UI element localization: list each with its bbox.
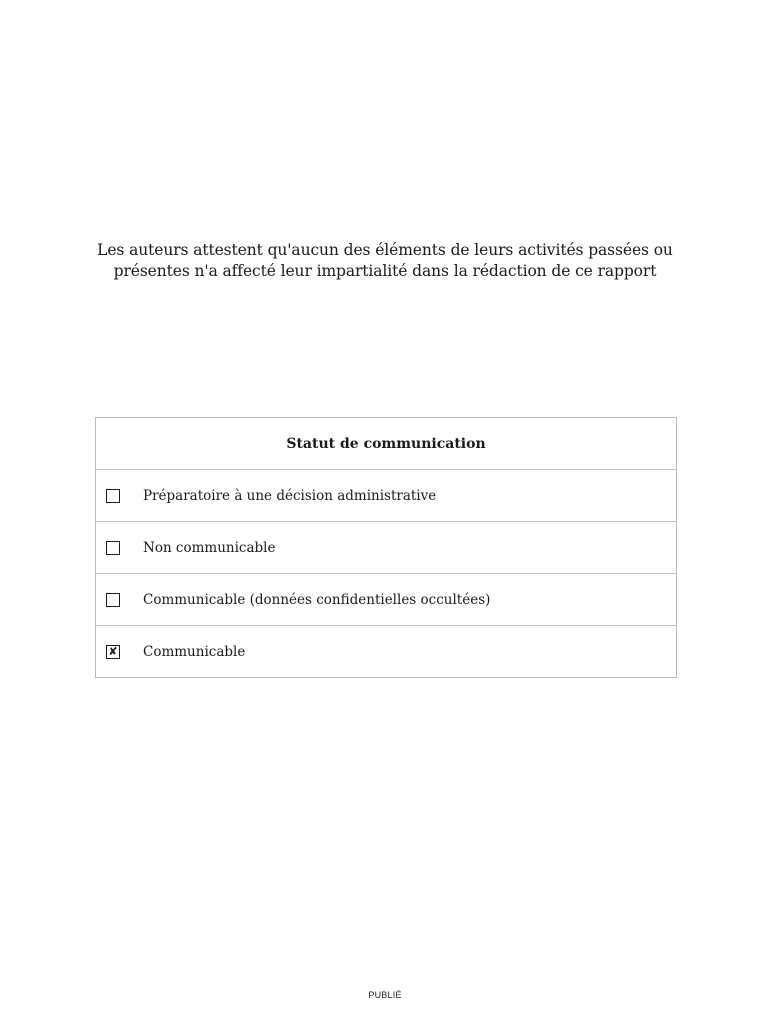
status-option-label: Non communicable xyxy=(143,539,276,556)
status-option-label: Communicable (données confidentielles occultées) xyxy=(143,591,491,608)
communication-status-title: Statut de communication xyxy=(96,418,676,470)
communication-status-table xyxy=(95,417,677,678)
impartiality-statement xyxy=(60,240,710,282)
status-option-label: Préparatoire à une décision administrative xyxy=(143,487,437,504)
statement-line-1: Les auteurs attestent qu'aucun des éléments de leurs activités passées ou xyxy=(97,241,673,259)
status-option-row xyxy=(96,574,676,626)
publication-status-footer: PUBLIÉ xyxy=(368,990,402,1000)
status-checkbox[interactable] xyxy=(106,489,120,503)
status-checkbox[interactable] xyxy=(106,593,120,607)
statement-line-2: présentes n'a affecté leur impartialité dans la rédaction de ce rapport xyxy=(113,262,657,280)
status-option-row xyxy=(96,522,676,574)
status-option-row xyxy=(96,626,676,677)
status-checkbox-checked[interactable]: ✘ xyxy=(106,645,120,659)
status-option-label: Communicable xyxy=(143,643,246,660)
status-checkbox[interactable] xyxy=(106,541,120,555)
status-option-row xyxy=(96,470,676,522)
